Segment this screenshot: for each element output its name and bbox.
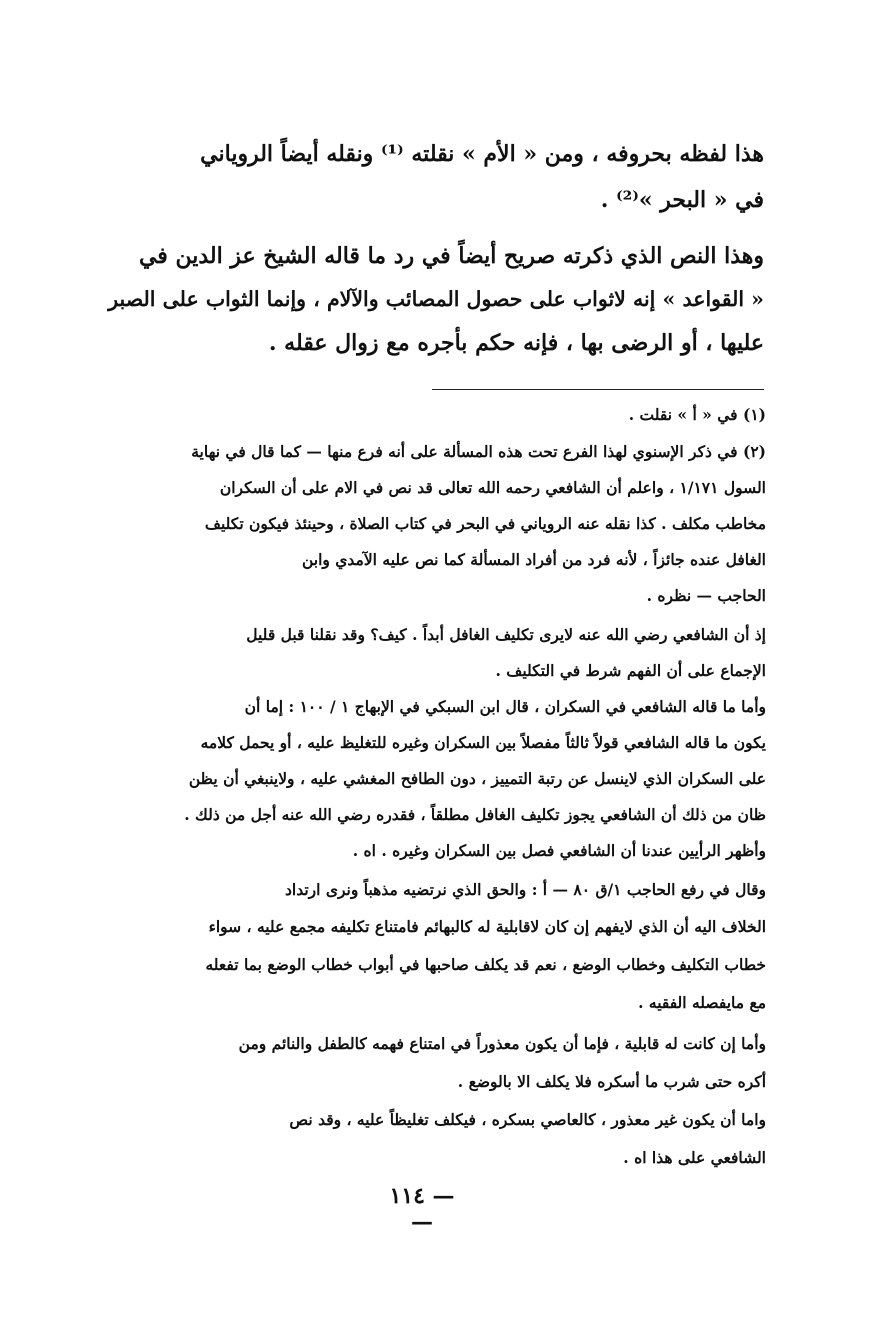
main-text-line-4: « القواعد » إنه لاثواب على حصول المصائب والآلام ، وإنما الثواب على الصبر (108, 287, 764, 311)
footnote-line-10: يكون ما قاله الشافعي قولاً ثالثاً مفصلاً بين السكران وغيره للتغليظ عليه ، أو يحمل كلامه (200, 733, 766, 752)
footnote-line-18: وأما إن كانت له قابلية ، فإما أن يكون معذوراً في امتناع فهمه كالطفل والنائم ومن (238, 1034, 766, 1053)
footnote-line-15: الخلاف اليه أن الذي لايفهم إن كان لاقابلية له كالبهائم فامتناع تكليفه مجمع عليه ، سواء (208, 917, 766, 936)
main-text-line-2: في « البحر »⁽²⁾ . (600, 187, 764, 213)
footnote-line-5: الغافل عنده جائزاً ، لأنه فرد من أفراد المسألة كما نص عليه الآمدي وابن (301, 550, 766, 569)
footnote-separator (432, 389, 764, 390)
footnote-line-14: وقال في رفع الحاجب ١/ق ٨٠ — أ : والحق الذي نرتضيه مذهباً ونرى ارتداد (285, 880, 766, 899)
footnote-line-16: خطاب التكليف وخطاب الوضع ، نعم قد يكلف صاحبها في أبواب خطاب الوضع بما تفعله (205, 955, 766, 974)
main-text-line-5: عليها ، أو الرضى بها ، فإنه حكم بأجره مع زوال عقله . (268, 330, 764, 356)
page-number: — ١١٤ — (389, 1183, 455, 1235)
main-text-line-1: هذا لفظه بحروفه ، ومن « الأم » نقلته ⁽¹⁾ ونقله أيضاً الروياني (200, 141, 764, 167)
footnote-line-4: مخاطب مكلف . كذا نقله عنه الروياني في البحر في كتاب الصلاة ، وحينئذ فيكون تكليف (204, 514, 766, 533)
footnote-line-8: الإجماع على أن الفهم شرط في التكليف . (495, 661, 766, 680)
footnote-line-19: أكره حتى شرب ما أسكره فلا يكلف الا بالوضع . (457, 1072, 766, 1091)
footnote-line-3: السول ١/١٧١ ، واعلم أن الشافعي رحمه الله تعالى قد نص في الام على أن السكران (219, 478, 766, 497)
footnote-line-20: واما أن يكون غير معذور ، كالعاصي بسكره ، فيكلف تغليظاً عليه ، وقد نص (289, 1110, 766, 1129)
footnote-1: (١) في « أ » نقلت . (628, 405, 766, 424)
footnote-line-2: (٢) في ذكر الإسنوي لهذا الفرع تحت هذه المسألة على أنه فرع منها — كما قال في نهاية (191, 442, 766, 461)
footnote-line-17: مع مايفصله الفقيه . (638, 993, 766, 1012)
footnote-line-7: إذ أن الشافعي رضي الله عنه لايرى تكليف الغافل أبداً . كيف؟ وقد نقلنا قبل قليل (246, 625, 766, 644)
footnote-line-21: الشافعي على هذا اه . (623, 1148, 766, 1167)
footnote-line-11: على السكران الذي لاينسل عن رتبة التمييز ، دون الطافح المغشي عليه ، ولاينبغي أن يظن (188, 769, 766, 788)
footnote-line-12: ظان من ذلك أن الشافعي يجوز تكليف الغافل مطلقاً ، فقدره رضي الله عنه أجل من ذلك . (184, 805, 766, 824)
footnote-line-9: وأما ما قاله الشافعي في السكران ، قال ابن السبكي في الإبهاج ١ / ١٠٠ : إما أن (244, 697, 766, 716)
footnote-line-6: الحاجب — نظره . (646, 586, 766, 605)
main-text-line-3: وهذا النص الذي ذكرته صريح أيضاً في رد ما قاله الشيخ عز الدين في (138, 243, 764, 269)
footnote-line-13: وأظهر الرأيين عندنا أن الشافعي فصل بين السكران وغيره . اه . (352, 841, 766, 860)
